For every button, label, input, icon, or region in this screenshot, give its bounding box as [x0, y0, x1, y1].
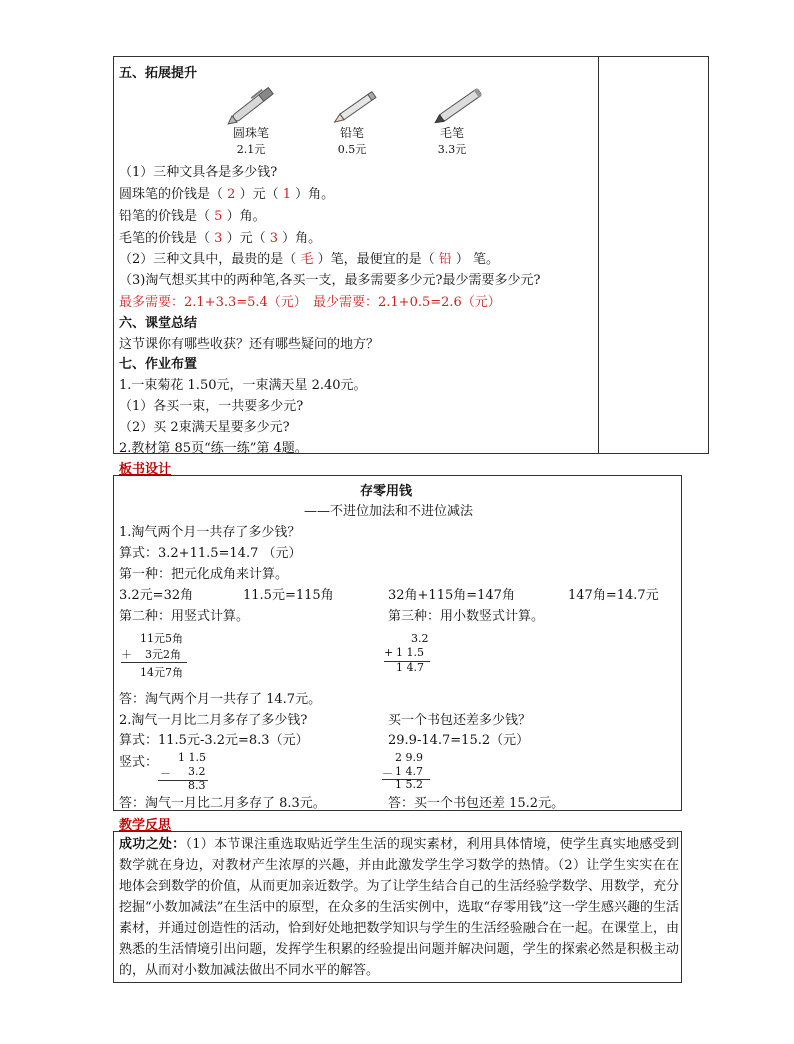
answer-pencil-post: ）角。: [226, 209, 266, 224]
board-ans2: 答：淘气一月比二月多存了 8.3元。: [119, 796, 326, 811]
question-2: [119, 248, 499, 267]
item-price-ballpoint: 2.1元: [236, 143, 266, 156]
question-2-mid: ）笔，最便宜的是（: [317, 252, 435, 267]
homework-line-4: 2.教材第 85页“练一练”第 4题。: [119, 441, 308, 456]
answer-brush-mid: ）元（: [226, 231, 266, 246]
homework-line-3: （2）买 2束满天星要多少元?: [119, 420, 290, 435]
item-name-pencil: 铅笔: [339, 126, 364, 140]
vcalc3-line2: 3.2: [188, 765, 206, 778]
vcalc1-line1: 11元5角: [140, 632, 183, 645]
vcalc1-result: 14元7角: [140, 666, 183, 679]
question-3: （3)淘气想买其中的两种笔,各买一支，最多需要多少元?最少需要多少元?: [119, 273, 541, 288]
answer-ballpoint-post: ）角。: [295, 187, 335, 202]
vcalc1-op: ＋: [121, 648, 132, 661]
answer-pencil-jiao: 5: [214, 209, 223, 224]
board-title: 存零用钱: [360, 484, 413, 499]
item-name-brush: 毛笔: [439, 126, 464, 140]
question-2-pre: （2）三种文具中，最贵的是（: [119, 252, 297, 267]
board-method2: 第二种：用竖式计算。: [119, 609, 250, 624]
vcalc4-result: 1 5.2: [395, 778, 423, 791]
answer-brush-jiao: 3: [269, 231, 279, 246]
vcalc3-result: 8.3: [188, 779, 206, 792]
item-price-pencil: 0.5元: [337, 143, 367, 156]
board-conv1: 3.2元=32角: [119, 588, 194, 603]
board-conv3: 32角+115角=147角: [388, 588, 515, 603]
section7-title: 七、作业布置: [119, 357, 198, 372]
board-conv2: 11.5元=115角: [243, 588, 334, 603]
answer-min: 最少需要：2.1+0.5=2.6（元）: [313, 295, 501, 310]
question-2-post: ） 笔。: [455, 252, 500, 267]
section5-title: 五、拓展提升: [119, 66, 198, 81]
vcalc1-rule: [121, 662, 187, 663]
ballpoint-pen-icon: [226, 84, 282, 126]
answer-brush-yuan: 3: [214, 231, 223, 246]
answer-ballpoint-mid: ）元（: [239, 187, 279, 202]
vcalc4-line2: 1 4.7: [395, 765, 423, 778]
board-conv4: 147角=14.7元: [568, 588, 659, 603]
vcalc1-line2: 3元2角: [145, 648, 181, 661]
answer-ballpoint: [119, 183, 334, 202]
homework-line-1: 1.一束菊花 1.50元，一束满天星 2.40元。: [119, 378, 367, 393]
answer-ballpoint-pre: 圆珠笔的价钱是（: [119, 187, 224, 202]
board-ans3: 答：买一个书包还差 15.2元。: [388, 796, 565, 811]
item-price-brush: 3.3元: [437, 143, 467, 156]
board-heading: 板书设计: [119, 462, 172, 477]
answer-pencil-pre: 铅笔的价钱是（: [119, 209, 211, 224]
vcalc2-line1: 3.2: [411, 632, 429, 645]
answer-ballpoint-yuan: 2: [227, 187, 236, 202]
item-name-ballpoint: 圆珠笔: [232, 126, 269, 140]
reflection-body: （1）本节课注重选取贴近学生生活的现实素材，利用具体情境，使学生真实地感受到数学就在身边，对教材产生浓厚的兴趣，并由此激发学生学习数学的热情。（2）让学生实实在在地体会到数学的价值，从而更加亲近数学。为了让学生结合自己的生活经验学数学、用数学，充分挖掘“小数加减法”在生活中的原型，在众多的生活实例中，选取“存零用钱”这一学生感兴趣的生活素材，并通过创造性的活动，恰到好处地把数学知识与学生的生活经验融合在一起。在课堂上，由熟悉的生活情境引出问题，发挥学生积累的经验提出问题并解决问题，学生的探索必然是积极主动的，从而对小数加减法做出不同水平的解答。: [119, 837, 679, 978]
board-q1: 1.淘气两个月一共存了多少钱？: [119, 525, 301, 540]
table-divider: [598, 56, 599, 454]
answer-brush-post: ）角。: [282, 231, 322, 246]
answer-most-expensive: 毛: [300, 252, 314, 267]
answer-pencil: [119, 205, 266, 224]
board-ans1: 答：淘气两个月一共存了 14.7元。: [119, 692, 322, 707]
answer-max: 最多需要：2.1+3.3=5.4（元）: [119, 295, 307, 310]
vcalc2-op: +: [384, 646, 394, 659]
board-q3: 买一个书包还差多少钱？: [388, 713, 532, 728]
board-vertical-label: 竖式：: [119, 755, 159, 770]
board-formula3: 29.9-14.7=15.2（元）: [388, 733, 530, 748]
answer-brush: [119, 227, 321, 246]
reflection-text: [119, 834, 679, 981]
section6-text: 这节课你有哪些收获？还有哪些疑问的地方？: [119, 337, 380, 352]
vcalc2-line2: 1 1.5: [396, 646, 424, 659]
answer-brush-pre: 毛笔的价钱是（: [119, 231, 211, 246]
reflection-lead: 成功之处：: [119, 837, 186, 852]
vcalc4-op: －: [382, 767, 393, 780]
board-q2: 2.淘气一月比二月多存了多少钱?: [119, 713, 308, 728]
pencil-icon: [333, 90, 381, 124]
answer-cheapest: 铅: [438, 252, 452, 267]
answer-ballpoint-jiao: 1: [282, 187, 292, 202]
vcalc3-line1: 1 1.5: [178, 751, 206, 764]
vcalc2-result: 1 4.7: [396, 661, 424, 674]
brush-pen-icon: [430, 86, 488, 126]
homework-line-2: （1）各买一束，一共要多少元?: [119, 399, 304, 414]
board-method1: 第一种：把元化成角来计算。: [119, 567, 289, 582]
question-1: （1）三种文具各是多少钱?: [119, 165, 278, 180]
reflection-heading: 教学反思: [119, 818, 172, 833]
board-formula1: 算式：3.2+11.5=14.7 （元）: [119, 546, 302, 561]
vcalc4-line1: 2 9.9: [395, 751, 423, 764]
board-formula2: 算式：11.5元-3.2元=8.3（元）: [119, 733, 309, 748]
board-subtitle: ——不进位加法和不进位减法: [304, 504, 474, 519]
board-method3: 第三种：用小数竖式计算。: [388, 609, 545, 624]
vcalc3-op: －: [160, 767, 171, 780]
section6-title: 六、课堂总结: [119, 316, 198, 331]
